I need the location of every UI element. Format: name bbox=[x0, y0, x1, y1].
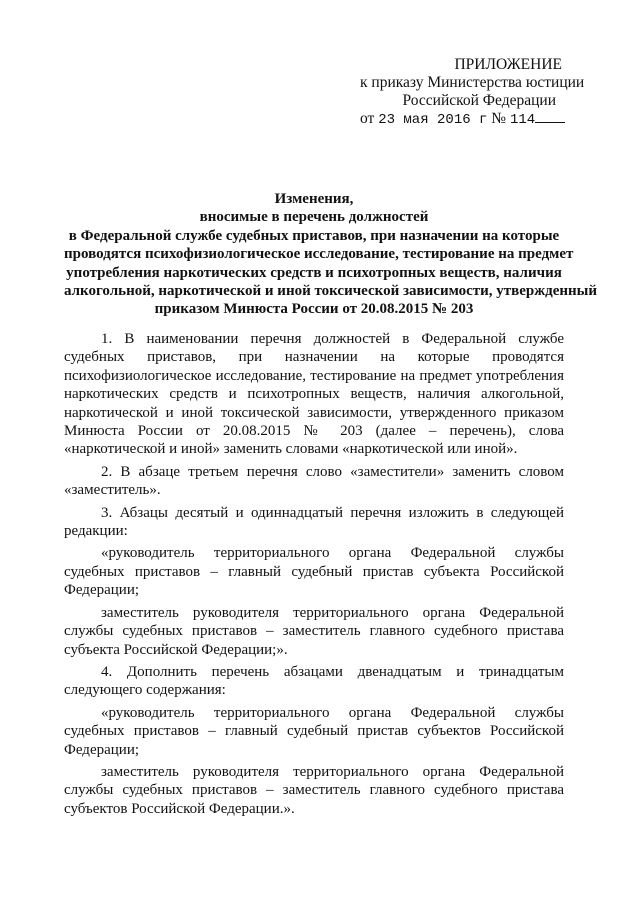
document-body bbox=[64, 330, 564, 822]
quoted-paragraph: заместитель руководителя территориального органа Федеральной службы судебных приставов – заместитель главного судебного пристава субъекта Российской Федерации;». bbox=[64, 604, 564, 658]
heading-line: проводятся психофизиологическое исследование, тестирование на предмет bbox=[64, 246, 574, 263]
heading-line: в Федеральной службе судебных приставов, при назначении на которые bbox=[68, 227, 560, 244]
item-2-paragraph: 2. В абзаце третьем перечня слово «заместители» заменить словом «заместитель». bbox=[64, 463, 564, 499]
heading-line: приказом Минюста России от 20.08.2015 № 203 bbox=[154, 301, 474, 318]
quoted-paragraph: заместитель руководителя территориального органа Федеральной службы судебных приставов – заместитель главного судебного пристава субъектов Российской Федерации.». bbox=[64, 763, 564, 817]
heading-line: Изменения, bbox=[274, 191, 354, 207]
appendix-title: ПРИЛОЖЕНИЕ bbox=[454, 56, 562, 73]
order-underline bbox=[535, 110, 565, 123]
order-number-sign: № bbox=[491, 110, 507, 127]
item-1-paragraph: 1. В наименовании перечня должностей в Федеральной службе судебных приставов, при назначении на которые проводятся психофизиологическое исследование, тестирование на предмет употребления наркотических средств и психотропных веществ, наличия алкогольной, наркотической и иной токсической зависимости, утвержденного приказом Минюста России от 20.08.2015 № 203 (далее – перечень), слова «наркотической и иной» заменить словами «наркотической или иной». bbox=[64, 331, 564, 458]
ministry-line: к приказу Министерства юстиции bbox=[360, 74, 585, 91]
heading-line: алкогольной, наркотической и иной токсической зависимости, утвержденный bbox=[64, 283, 597, 300]
item-4-paragraph: 4. Дополнить перечень абзацами двенадцатым и тринадцатым следующего содержания: bbox=[64, 663, 564, 699]
quoted-paragraph: «руководитель территориального органа Федеральной службы судебных приставов – главный судебный пристав субъектов Российской Федерации; bbox=[64, 704, 564, 758]
item-3-paragraph: 3. Абзацы десятый и одиннадцатый перечня изложить в следующей редакции: bbox=[64, 504, 564, 540]
approval-block bbox=[360, 56, 590, 129]
federation-line: Российской Федерации bbox=[402, 92, 556, 109]
quoted-paragraph: «руководитель территориального органа Федеральной службы судебных приставов – главный судебный пристав субъекта Российской Федерации; bbox=[64, 545, 564, 599]
order-line bbox=[360, 110, 590, 129]
order-prefix: от bbox=[360, 110, 375, 127]
order-date: 23 мая 2016 г bbox=[378, 112, 488, 128]
heading-line: вносимые в перечень должностей bbox=[199, 209, 429, 226]
order-number: 114 bbox=[509, 112, 536, 128]
heading-line: употребления наркотических средств и психотропных веществ, наличия bbox=[66, 264, 562, 281]
document-heading bbox=[64, 190, 597, 319]
